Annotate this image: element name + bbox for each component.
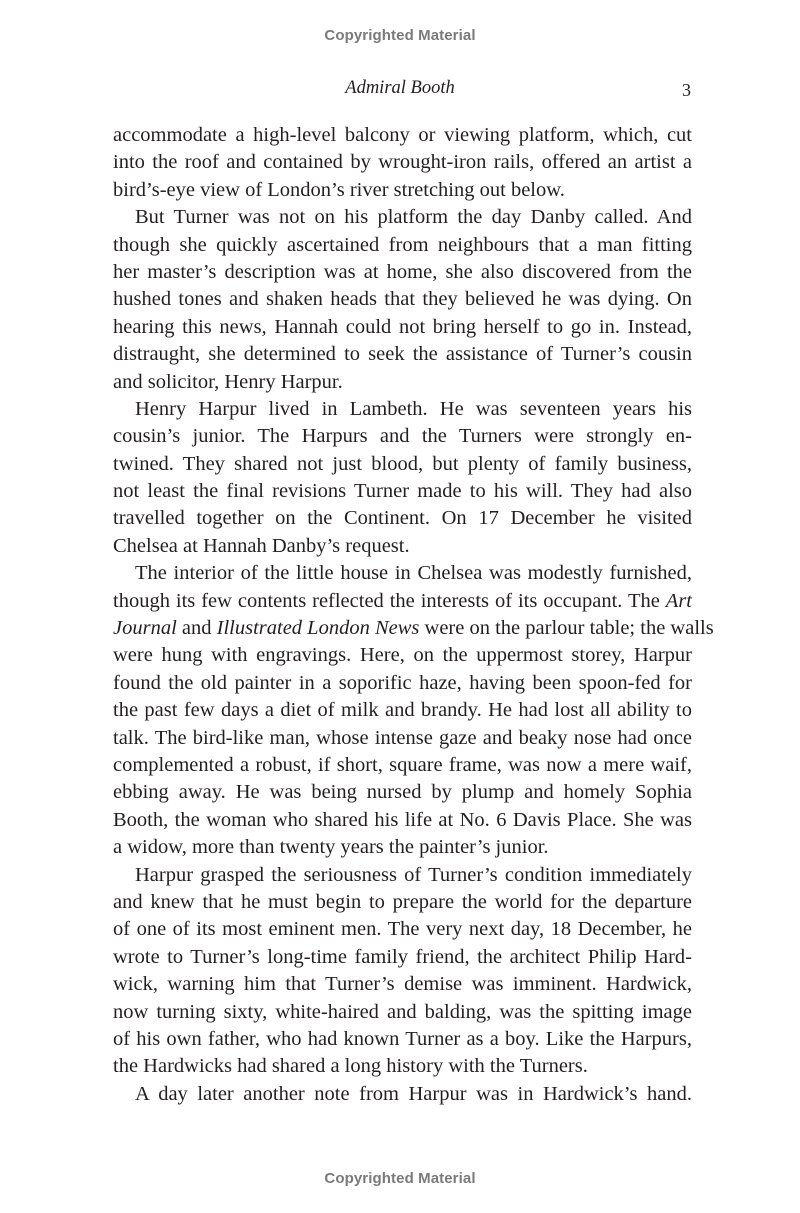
text-line: Harpur grasped the seriousness of Turner’s condition immediately	[135, 863, 692, 886]
text-line: now turning sixty, white-haired and balding, was the spitting image	[113, 1000, 692, 1023]
text-line: into the roof and contained by wrought-iron rails, offered an artist a	[113, 151, 692, 174]
text-run: were on the parlour table; the walls	[419, 617, 714, 640]
paragraph	[113, 1081, 692, 1108]
text-line: ebbing away. He was being nursed by plump and homely Sophia	[113, 781, 692, 804]
text-line: Henry Harpur lived in Lambeth. He was seventeen years his	[135, 397, 692, 420]
text-line: A day later another note from Harpur was in Hardwick’s hand.	[135, 1082, 692, 1105]
text-line: though she quickly ascertained from neighbours that a man fitting	[113, 233, 692, 256]
text-line: Booth, the woman who shared his life at No. 6 Davis Place. She was	[113, 808, 692, 831]
text-line: wrote to Turner’s long-time family friend, the architect Philip Hard-	[113, 945, 692, 968]
text-run: though its few contents reflected the interests of its occupant. The	[113, 589, 666, 612]
text-line: But Turner was not on his platform the day Danby called. And	[135, 206, 692, 229]
text-run: and	[176, 617, 217, 640]
body-text	[113, 122, 714, 1108]
italic-title-art-journal: Art	[665, 589, 692, 612]
paragraph	[113, 862, 692, 1081]
text-line: twined. They shared not just blood, but plenty of family business,	[113, 452, 692, 475]
text-line: cousin’s junior. The Harpurs and the Turners were strongly en-	[113, 425, 692, 448]
text-line: talk. The bird-like man, whose intense gaze and beaky nose had once	[113, 726, 692, 749]
text-line: of his own father, who had known Turner as a boy. Like the Harpurs,	[113, 1027, 692, 1050]
running-head-title: Admiral Booth	[345, 78, 455, 98]
text-line: her master’s description was at home, she also discovered from the	[113, 260, 692, 283]
text-line: of one of its most eminent men. The very next day, 18 December, he	[113, 918, 692, 941]
paragraph	[113, 204, 692, 396]
text-line: a widow, more than twenty years the painter’s junior.	[113, 836, 549, 859]
paragraph	[113, 122, 692, 204]
text-line: wick, warning him that Turner’s demise was imminent. Hardwick,	[113, 973, 692, 996]
text-line: complemented a robust, if short, square frame, was now a mere waif,	[113, 753, 692, 776]
text-line: the past few days a diet of milk and brandy. He had lost all ability to	[113, 699, 692, 722]
text-line: bird’s-eye view of London’s river stretching out below.	[113, 178, 565, 201]
text-line: Chelsea at Hannah Danby’s request.	[113, 534, 410, 557]
text-line: and knew that he must begin to prepare the world for the departure	[113, 890, 692, 913]
italic-title-art-journal: Journal	[113, 617, 177, 640]
text-line: were hung with engravings. Here, on the uppermost storey, Harpur	[113, 644, 692, 667]
text-line: The interior of the little house in Chelsea was modestly furnished,	[135, 562, 692, 585]
paragraph	[113, 560, 714, 861]
text-line	[113, 615, 714, 642]
page-number: 3	[682, 80, 691, 100]
text-line: hushed tones and shaken heads that they believed he was dying. On	[113, 288, 692, 311]
paragraph	[113, 396, 692, 560]
text-line: travelled together on the Continent. On 17 December he visited	[113, 507, 692, 530]
text-line: accommodate a high-level balcony or viewing platform, which, cut	[113, 124, 692, 146]
copyright-watermark-bottom: Copyrighted Material	[324, 1170, 476, 1187]
text-line: distraught, she determined to seek the assistance of Turner’s cousin	[113, 343, 692, 366]
text-line: not least the final revisions Turner made to his will. They had also	[113, 480, 692, 503]
copyright-watermark-top: Copyrighted Material	[324, 27, 476, 44]
italic-title-illustrated-london-news: Illustrated London News	[216, 617, 420, 640]
text-line: and solicitor, Henry Harpur.	[113, 370, 343, 393]
text-line	[113, 588, 692, 615]
text-line: the Hardwicks had shared a long history with the Turners.	[113, 1055, 588, 1078]
text-line: hearing this news, Hannah could not bring herself to go in. Instead,	[113, 315, 692, 338]
text-line: found the old painter in a soporific haze, having been spoon-fed for	[113, 671, 692, 694]
